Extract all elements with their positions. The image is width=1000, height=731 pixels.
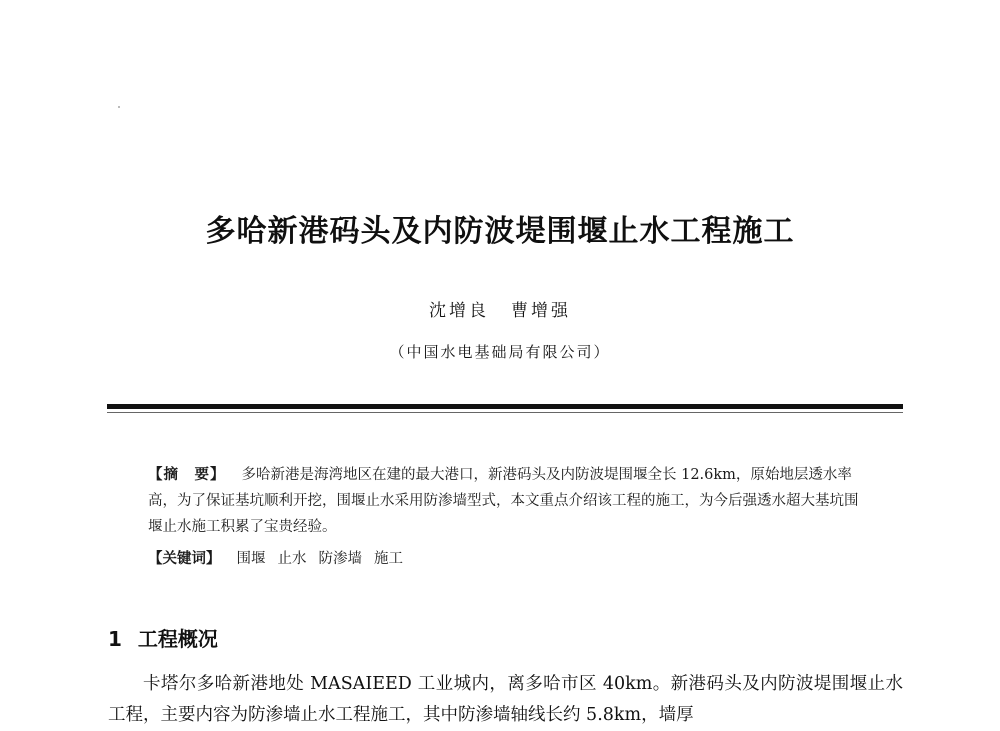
header-rule-thin xyxy=(107,412,903,413)
abstract-label: 【摘 要】 xyxy=(148,466,226,483)
section-heading xyxy=(108,623,218,652)
keyword: 围堰 xyxy=(236,551,266,567)
author-name: 曹增强 xyxy=(511,301,571,321)
header-rule-thick xyxy=(107,404,903,409)
section-number: 1 xyxy=(108,627,122,651)
section-title: 工程概况 xyxy=(137,627,218,651)
keywords xyxy=(148,547,864,568)
author-list xyxy=(0,296,1000,321)
scan-speck xyxy=(118,106,120,108)
author-name: 沈增良 xyxy=(429,301,489,321)
affiliation: （中国水电基础局有限公司） xyxy=(389,343,611,361)
keyword: 施工 xyxy=(374,551,403,567)
keyword: 防渗墙 xyxy=(318,551,362,567)
keyword: 止水 xyxy=(277,551,307,567)
abstract xyxy=(148,462,864,540)
body-paragraph: 卡塔尔多哈新港地处 MASAIEED 工业城内，离多哈市区 40km。新港码头及内防波堤围堰止水工程，主要内容为防渗墙止水工程施工，其中防渗墙轴线长约 5.8km，墙厚 xyxy=(108,674,903,725)
abstract-text: 多哈新港是海湾地区在建的最大港口，新港码头及内防波堤围堰全长 12.6km，原始地层透水率高，为了保证基坑顺利开挖，围堰止水采用防渗墙型式，本文重点介绍该工程的施工，为今后强透水超大基坑围堰止水施工积累了宝贵经验。 xyxy=(148,467,859,535)
keywords-label: 【关键词】 xyxy=(148,550,221,567)
paper-title: 多哈新港码头及内防波堤围堰止水工程施工 xyxy=(205,214,795,249)
